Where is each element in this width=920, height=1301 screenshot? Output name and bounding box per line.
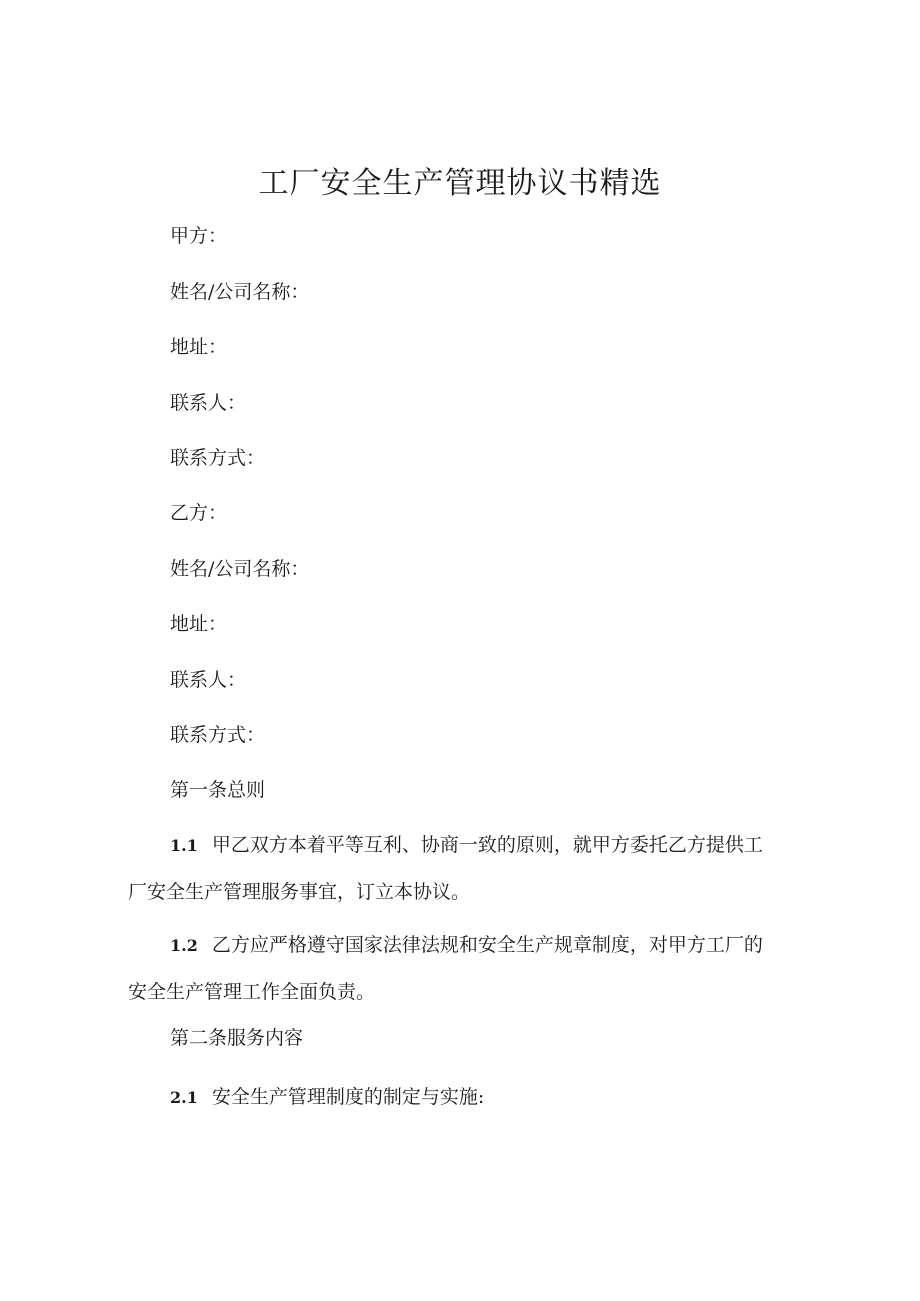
- clause-1-2-line1: 乙方应严格遵守国家法律法规和安全生产规章制度，对甲方工厂的: [211, 934, 763, 956]
- article-1-heading: 第一条总则: [170, 779, 266, 801]
- clause-1-1-line1: 甲乙双方本着平等互利、协商一致的原则，就甲方委托乙方提供工: [211, 834, 763, 856]
- article-2-heading: 第二条服务内容: [170, 1027, 304, 1049]
- party-a-phone-label: 联系方式：: [170, 447, 266, 469]
- party-b-label: 乙方：: [170, 502, 228, 524]
- party-b-name-label: 姓名/公司名称：: [170, 558, 310, 580]
- clause-1-2-first-line: [128, 922, 792, 969]
- party-b-contact-label: 联系人：: [170, 669, 247, 691]
- clause-2-1: [170, 1083, 484, 1112]
- party-a-label: 甲方：: [170, 225, 228, 247]
- clause-1-2: [128, 922, 792, 1015]
- clause-1-1: [128, 822, 792, 915]
- party-a-address-label: 地址：: [170, 336, 228, 358]
- clause-2-1-text: 安全生产管理制度的制定与实施:: [211, 1086, 485, 1108]
- clause-1-1-number: 1.1: [170, 836, 198, 855]
- party-b-phone-label: 联系方式：: [170, 724, 266, 746]
- clause-2-1-number: 2.1: [170, 1088, 198, 1107]
- document-title: 工厂安全生产管理协议书精选: [258, 166, 662, 201]
- clause-1-1-first-line: [128, 822, 792, 869]
- party-b-address-label: 地址：: [170, 613, 228, 635]
- clause-1-2-number: 1.2: [170, 936, 198, 955]
- clause-1-1-line2: 厂安全生产管理服务事宜，订立本协议。: [128, 881, 471, 903]
- party-a-contact-label: 联系人：: [170, 392, 247, 414]
- party-a-name-label: 姓名/公司名称：: [170, 281, 310, 303]
- clause-1-2-line2: 安全生产管理工作全面负责。: [128, 981, 376, 1003]
